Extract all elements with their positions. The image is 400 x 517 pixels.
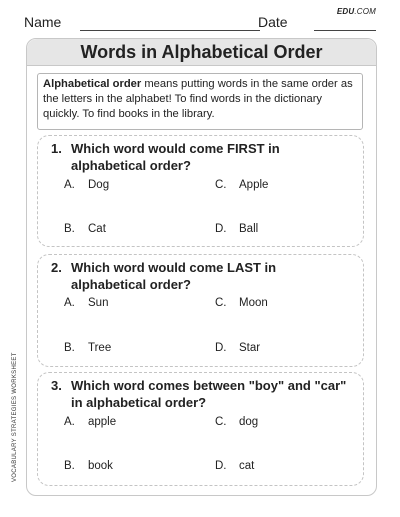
- question-3: [37, 372, 364, 486]
- option-word: Dog: [88, 179, 110, 191]
- name-field[interactable]: [80, 30, 260, 31]
- brand-logo: [337, 7, 376, 16]
- question-number: 3.: [51, 378, 62, 393]
- option-letter: C.: [215, 416, 227, 428]
- brand-suffix: .COM: [354, 7, 376, 16]
- option-word: dog: [239, 416, 259, 428]
- question-prompt: Which word would come FIRST in alphabetical order?: [71, 141, 280, 173]
- date-field[interactable]: [314, 30, 376, 31]
- option-word: Tree: [88, 342, 112, 354]
- option-letter: A.: [64, 297, 75, 309]
- option-word: cat: [239, 460, 255, 472]
- question-prompt: Which word comes between "boy" and "car" in alphabetical order?: [71, 378, 347, 410]
- option-letter: C.: [215, 179, 227, 191]
- option-letter: A.: [64, 416, 75, 428]
- option-word: Star: [239, 342, 261, 354]
- option-letter: B.: [64, 342, 75, 354]
- intro-box: [37, 73, 363, 130]
- brand-name: EDU: [336, 7, 355, 16]
- option-word: Sun: [88, 297, 109, 309]
- side-label: VOCABULARY STRATEGIES WORKSHEET: [12, 352, 18, 482]
- option-word: Ball: [239, 223, 259, 235]
- title-bar: [27, 39, 376, 66]
- header: [24, 0, 376, 40]
- name-label: Name: [24, 14, 62, 30]
- question-1: [37, 135, 364, 247]
- question-2: [37, 254, 364, 367]
- option-word: apple: [88, 416, 117, 428]
- option-word: Apple: [239, 179, 269, 191]
- option-letter: B.: [64, 460, 75, 472]
- option-letter: D.: [215, 223, 227, 235]
- intro-text: means putting words in the same order as the letters in the alphabet! To find words in the dictionary quickly. To find books in the library.: [43, 78, 353, 121]
- option-word: Moon: [239, 297, 268, 309]
- option-letter: D.: [215, 460, 227, 472]
- option-letter: A.: [64, 179, 75, 191]
- option-word: book: [88, 460, 113, 472]
- question-number: 1.: [51, 141, 62, 156]
- option-letter: B.: [64, 223, 75, 235]
- date-label: Date: [258, 14, 288, 30]
- page-title: Words in Alphabetical Order: [80, 42, 323, 62]
- worksheet: [26, 38, 377, 496]
- question-number: 2.: [51, 260, 62, 275]
- option-word: Cat: [88, 223, 106, 235]
- intro-term: Alphabetical order: [43, 78, 142, 90]
- option-letter: C.: [215, 297, 227, 309]
- question-prompt: Which word would come LAST in alphabetical order?: [71, 260, 277, 292]
- option-letter: D.: [215, 342, 227, 354]
